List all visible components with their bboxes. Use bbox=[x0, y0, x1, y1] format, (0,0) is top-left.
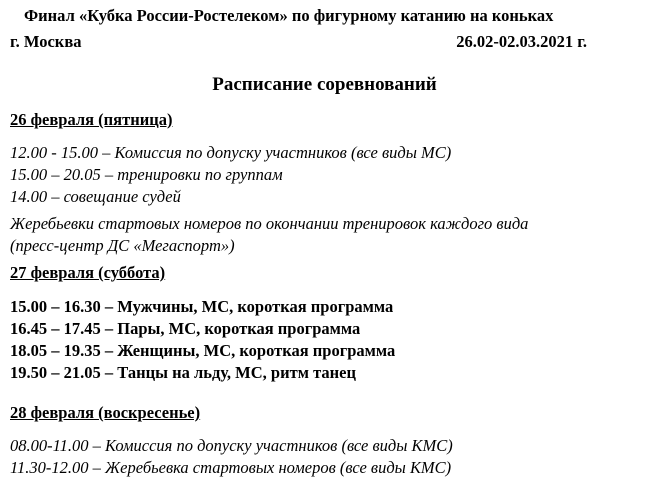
day-heading-feb28: 28 февраля (воскресенье) bbox=[10, 403, 201, 422]
schedule-item: 14.00 – совещание судей bbox=[10, 187, 181, 206]
schedule-item: 12.00 - 15.00 – Комиссия по допуску участников (все виды МС) bbox=[10, 143, 452, 162]
schedule-item: 15.00 – 16.30 – Мужчины, МС, короткая программа bbox=[10, 297, 394, 316]
day-heading-feb27: 27 февраля (суббота) bbox=[10, 263, 166, 282]
schedule-item: 08.00-11.00 – Комиссия по допуску участников (все виды КМС) bbox=[10, 436, 453, 455]
schedule-item: 16.45 – 17.45 – Пары, МС, короткая программа bbox=[10, 319, 361, 338]
day-heading-feb26: 26 февраля (пятница) bbox=[10, 110, 173, 129]
schedule-item: 15.00 – 20.05 – тренировки по группам bbox=[10, 165, 283, 184]
schedule-title: Расписание соревнований bbox=[212, 74, 437, 95]
draw-note-line-2: (пресс-центр ДС «Мегаспорт») bbox=[10, 236, 235, 255]
document-title: Финал «Кубка России-Ростелеком» по фигурному катанию на коньках bbox=[24, 6, 554, 25]
schedule-item: 11.30-12.00 – Жеребьевка стартовых номеров (все виды КМС) bbox=[10, 458, 452, 477]
schedule-item: 19.50 – 21.05 – Танцы на льду, МС, ритм танец bbox=[10, 363, 356, 382]
draw-note-line-1: Жеребьевки стартовых номеров по окончании тренировок каждого вида bbox=[10, 214, 529, 233]
city: г. Москва bbox=[10, 32, 82, 51]
schedule-item: 18.05 – 19.35 – Женщины, МС, короткая программа bbox=[10, 341, 396, 360]
event-dates: 26.02-02.03.2021 г. bbox=[456, 32, 587, 51]
city-date-row bbox=[10, 32, 587, 52]
